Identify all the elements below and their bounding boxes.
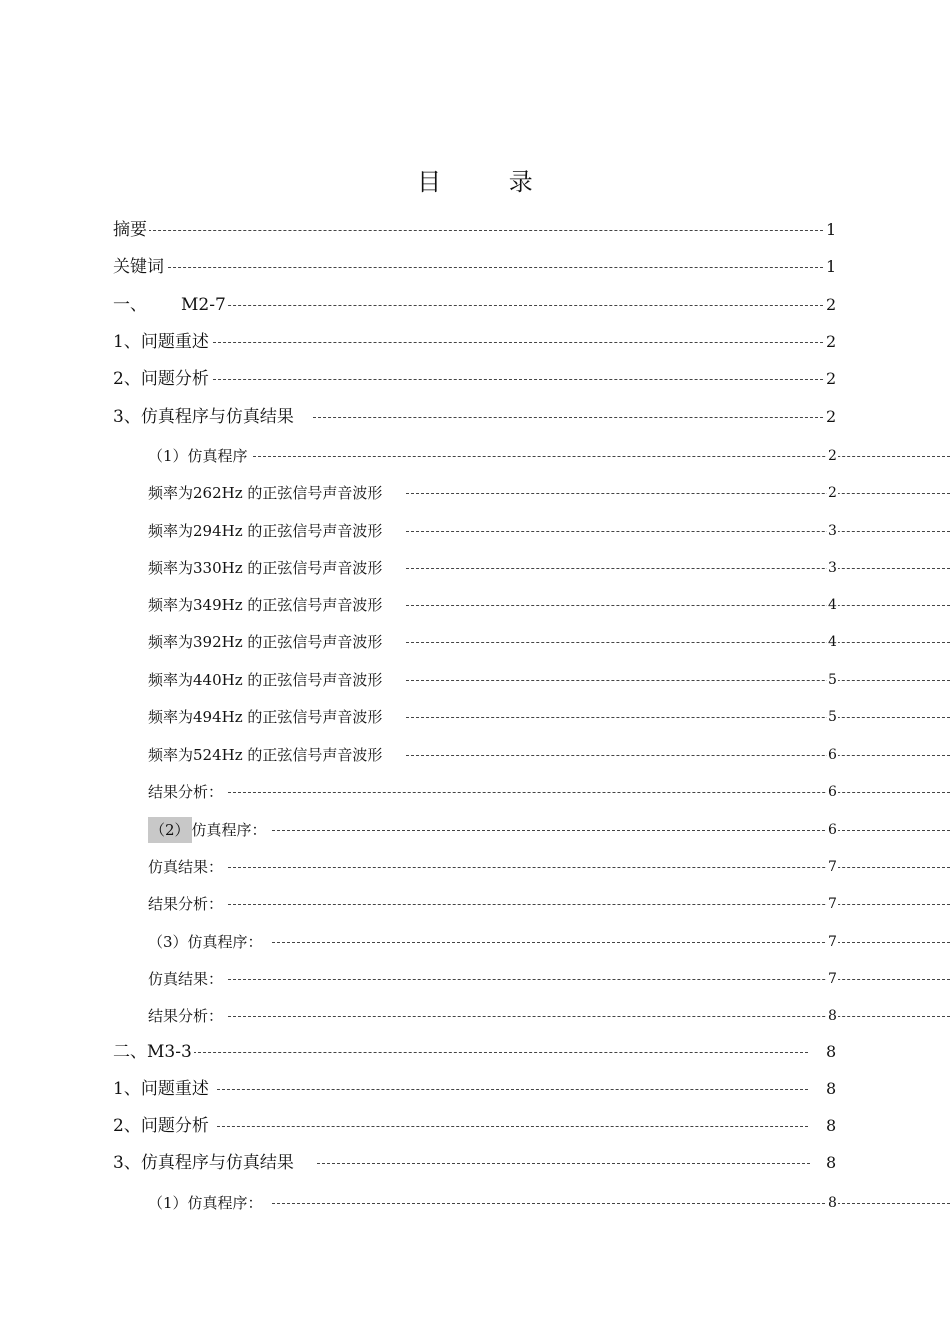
toc-entry-label: 结果分析： [148,1003,225,1029]
toc-entry-code: M2-7 [181,295,226,315]
toc-entry-label: 结果分析： [148,779,225,805]
leader-dots [193,1052,808,1053]
toc-page-number: 5 [827,667,838,693]
toc-page-number: 3 [827,555,838,581]
toc-entry-label: 1、问题重述 [113,329,211,355]
leader-dots [406,755,950,756]
toc-entry[interactable] [113,366,843,392]
toc-page-number: 5 [827,704,838,730]
toc-page-number: 7 [827,966,838,992]
toc-entry-label [113,292,228,318]
toc-entry-label: 频率为392Hz 的正弦信号声音波形 [148,629,384,655]
toc-page-number: 2 [827,480,838,506]
toc-entry[interactable] [148,629,950,655]
leader-dots [406,680,950,681]
toc-entry-label: 仿真结果： [148,966,225,992]
toc-entry-label: 2、问题分析 [113,1113,211,1139]
leader-dots [213,379,823,380]
toc-page-number: 1 [825,217,837,243]
toc-entry[interactable] [113,1076,843,1102]
leader-dots [217,1126,808,1127]
toc-entry-label: 摘要 [113,217,149,243]
toc-entry-label: 频率为349Hz 的正弦信号声音波形 [148,592,384,618]
leader-dots [143,230,823,231]
toc-entry-label: 频率为294Hz 的正弦信号声音波形 [148,518,384,544]
toc-entry-label: （1）仿真程序： [148,1190,265,1216]
leader-dots [228,1016,950,1017]
toc-entry[interactable] [148,891,950,917]
toc-page-number: 2 [825,292,837,318]
leader-dots [406,568,950,569]
leader-dots [272,830,950,831]
toc-page-number: 4 [827,592,838,618]
toc-entry[interactable] [148,667,950,693]
leader-dots [406,642,950,643]
toc-entry[interactable] [113,1113,843,1139]
toc-entry-label: 1、问题重述 [113,1076,211,1102]
toc-page-number: 3 [827,518,838,544]
toc-entry-label: 频率为494Hz 的正弦信号声音波形 [148,704,384,730]
toc-entry-number: 一、 [113,295,147,315]
toc-page-number: 8 [827,1190,838,1216]
leader-dots [163,267,823,268]
toc-entry[interactable] [113,292,843,318]
toc-entry-text: 仿真程序： [191,821,267,839]
toc-entry[interactable] [113,404,843,430]
leader-dots [253,456,950,457]
toc-entry-label: 二、M3-3 [113,1039,194,1065]
toc-entry-label: 频率为524Hz 的正弦信号声音波形 [148,742,384,768]
leader-dots [272,942,950,943]
toc-page-number: 2 [825,329,837,355]
toc-entry[interactable] [148,779,950,805]
toc-page-number: 6 [827,742,838,768]
leader-dots [213,305,823,306]
toc-entry[interactable] [113,1039,843,1065]
toc-entry[interactable] [113,1150,843,1176]
leader-dots [228,904,950,905]
toc-entry-label: 结果分析： [148,891,225,917]
leader-dots [406,605,950,606]
toc-entry-label: （3）仿真程序： [148,929,265,955]
toc-entry[interactable] [113,329,843,355]
leader-dots [213,342,823,343]
toc-entry-label: 频率为330Hz 的正弦信号声音波形 [148,555,384,581]
toc-page-number: 7 [827,929,838,955]
toc-entry[interactable] [148,555,950,581]
selection-highlight: （2） [148,817,192,843]
leader-dots [313,417,823,418]
toc-entry-label: 2、问题分析 [113,366,211,392]
toc-entry-label: 仿真结果： [148,854,225,880]
toc-entry-label: 关键词 [113,254,166,280]
toc-entry-label: 3、仿真程序与仿真结果 [113,404,296,430]
toc-page-number: 4 [827,629,838,655]
leader-dots [406,531,950,532]
toc-page-number: 8 [825,1113,837,1139]
toc-entry[interactable] [113,217,843,243]
leader-dots [406,493,950,494]
leader-dots [228,792,950,793]
toc-entry-label: 频率为262Hz 的正弦信号声音波形 [148,480,384,506]
toc-entry[interactable] [148,854,950,880]
toc-page-number: 8 [827,1003,838,1029]
toc-page-number: 8 [825,1076,837,1102]
toc-entry[interactable] [148,1003,950,1029]
leader-dots [406,717,950,718]
toc-page-number: 2 [825,404,837,430]
toc-page-number: 7 [827,854,838,880]
toc-entry[interactable] [148,929,950,955]
toc-page-number: 6 [827,779,838,805]
leader-dots [228,979,950,980]
toc-entry-label: 频率为440Hz 的正弦信号声音波形 [148,667,384,693]
leader-dots [217,1089,808,1090]
toc-entry-label: （1）仿真程序 [148,443,250,469]
page-title: 目 录 [417,168,563,196]
toc-entry[interactable] [148,1190,950,1216]
toc-page-number: 7 [827,891,838,917]
toc-page-number: 8 [825,1039,837,1065]
toc-entry[interactable] [148,518,950,544]
leader-dots [272,1203,950,1204]
toc-entry[interactable] [148,443,950,469]
toc-entry-label [148,817,269,843]
toc-entry[interactable] [148,592,950,618]
leader-dots [317,1163,810,1164]
toc-page-number: 6 [827,817,838,843]
toc-page-number: 1 [825,254,837,280]
toc-entry[interactable] [148,704,950,730]
toc-page-number: 2 [825,366,837,392]
toc-entry[interactable] [148,817,950,843]
toc-page-number: 2 [827,443,838,469]
toc-entry[interactable] [113,254,843,280]
leader-dots [228,867,950,868]
toc-entry[interactable] [148,742,950,768]
toc-entry-label: 3、仿真程序与仿真结果 [113,1150,296,1176]
toc-page-number: 8 [825,1150,837,1176]
toc-entry[interactable] [148,480,950,506]
toc-entry[interactable] [148,966,950,992]
